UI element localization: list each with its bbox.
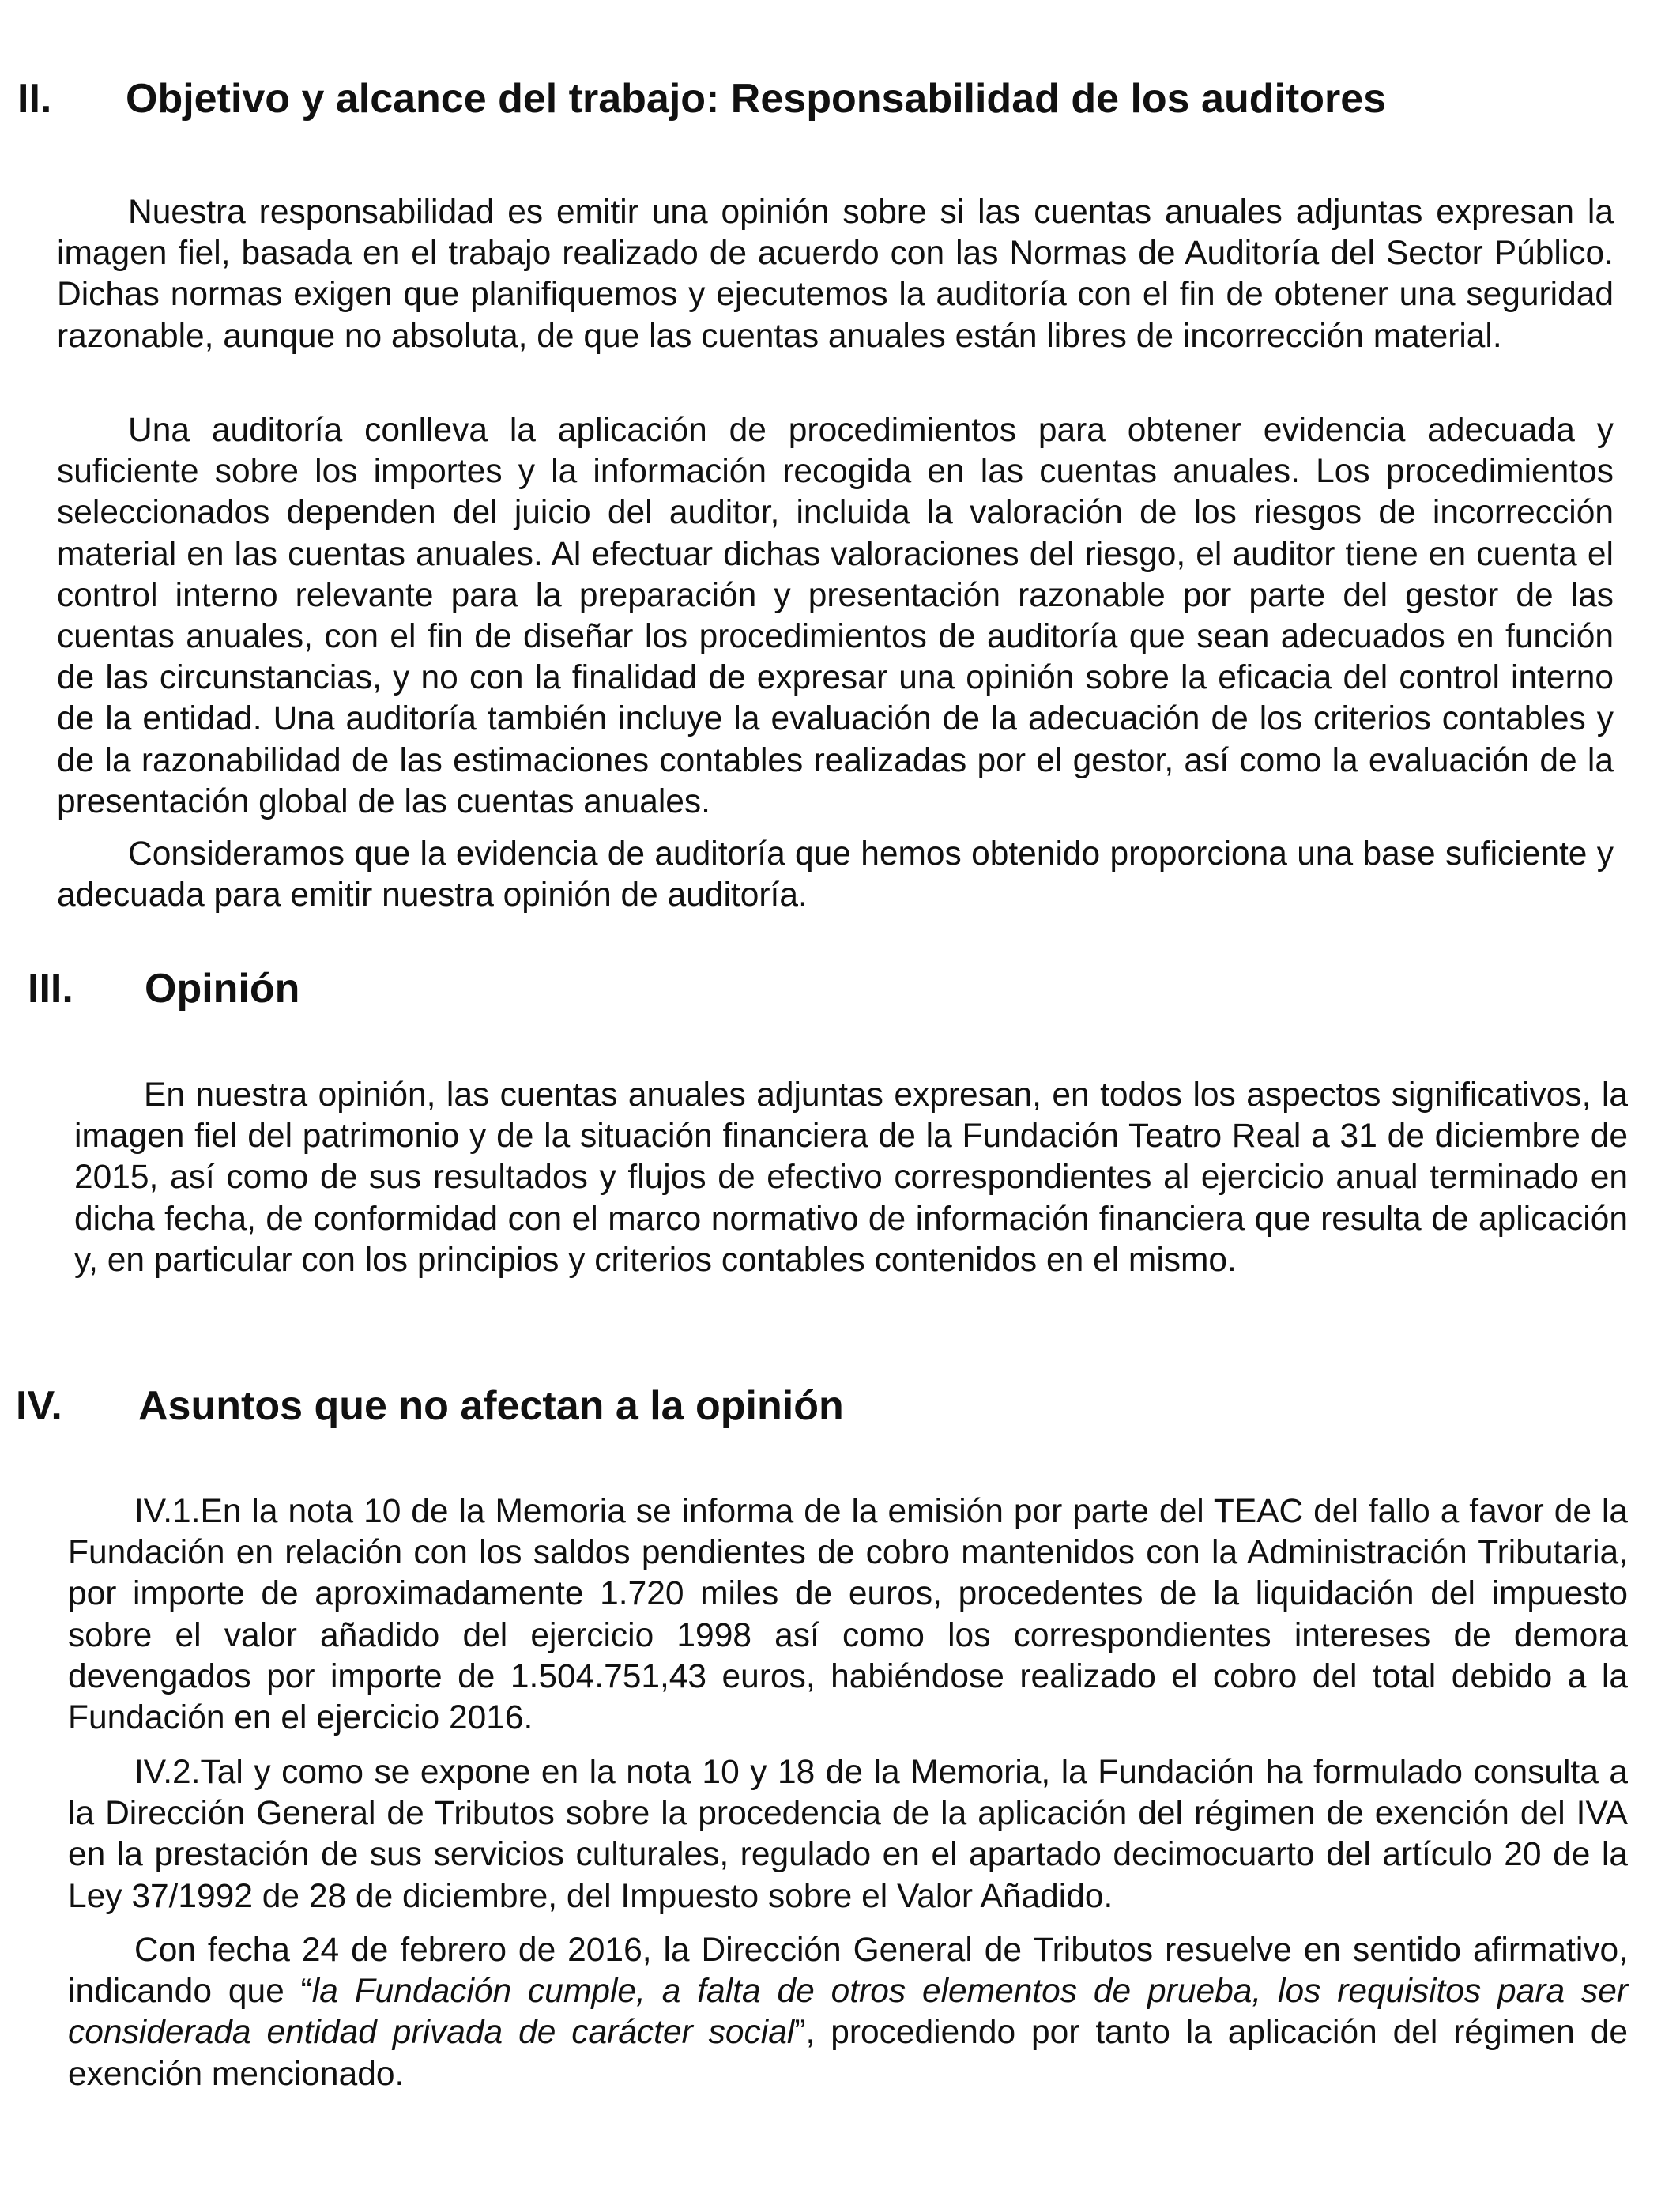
section-iii-title: Opinión [145,966,300,1012]
section-iv-quote: la Fundación cumple, a falta de otros elementos de prueba, los requisitos para ser considerada entidad privada de carácter social [68,1973,1628,2052]
section-ii-paragraph-2: Una auditoría conlleva la aplicación de procedimientos para obtener evidencia adecuada y suficiente sobre los importes y la información recogida en las cuentas anuales. Los procedimientos seleccionados dependen del juicio del auditor, incluida la valoración de los riesgos de incorrección material en las cuentas anuales. Al efectuar dichas valoraciones del riesgo, el auditor tiene en cuenta el control interno relevante para la preparación y presentación razonable por parte del gestor de las cuentas anuales, con el fin de diseñar los procedimientos de auditoría que sean adecuados en función de las circunstancias, y no con la finalidad de expresar una opinión sobre la eficacia del control interno de la entidad. Una auditoría también incluye la evaluación de la adecuación de los criterios contables y de la razonabilidad de las estimaciones contables realizadas por el gestor, así como la evaluación de la presentación global de las cuentas anuales. [57,412,1614,820]
section-ii-number: II. [17,76,52,122]
section-iv-paragraph-1: IV.1.En la nota 10 de la Memoria se informa de la emisión por parte del TEAC del fallo a favor de la Fundación en relación con los saldos pendientes de cobro mantenidos con la Administración Tributaria, por importe de aproximadamente 1.720 miles de euros, procedentes de la liquidación del impuesto sobre el valor añadido del ejercicio 1998 así como los correspondientes intereses de demora devengados por importe de 1.504.751,43 euros, habiéndose realizado el cobro del total debido a la Fundación en el ejercicio 2016. [68,1493,1628,1737]
section-ii-title: Objetivo y alcance del trabajo: Responsabilidad de los auditores [126,76,1387,122]
section-ii-paragraph-3: Consideramos que la evidencia de auditoría que hemos obtenido proporciona una base suficiente y adecuada para emitir nuestra opinión de auditoría. [57,835,1614,914]
section-iv-title: Asuntos que no afectan a la opinión [138,1383,844,1429]
section-iv-paragraph-3-outro: ”, procediendo por tanto la aplicación del régimen de exención mencionado. [68,2014,1628,2093]
section-iv-paragraph-3-intro: Con fecha 24 de febrero de 2016, la Dirección General de Tributos resuelve en sentido afirmativo, indicando que “ [68,1932,1628,2011]
section-iii-number: III. [28,966,73,1012]
section-ii-paragraph-1: Nuestra responsabilidad es emitir una opinión sobre si las cuentas anuales adjuntas expresan la imagen fiel, basada en el trabajo realizado de acuerdo con las Normas de Auditoría del Sector Público. Dichas normas exigen que planifiquemos y ejecutemos la auditoría con el fin de obtener una seguridad razonable, aunque no absoluta, de que las cuentas anuales están libres de incorrección material. [57,194,1614,355]
section-iv-number: IV. [16,1383,62,1429]
section-iii-paragraph-1: En nuestra opinión, las cuentas anuales adjuntas expresan, en todos los aspectos significativos, la imagen fiel del patrimonio y de la situación financiera de la Fundación Teatro Real a 31 de diciembre de 2015, así como de sus resultados y flujos de efectivo correspondientes al ejercicio anual terminado en dicha fecha, de conformidad con el marco normativo de información financiera que resulta de aplicación y, en particular con los principios y criterios contables contenidos en el mismo. [74,1076,1628,1279]
section-iv-paragraph-3 [68,1930,1628,2095]
section-iv-paragraph-2: IV.2.Tal y como se expone en la nota 10 y 18 de la Memoria, la Fundación ha formulado consulta a la Dirección General de Tributos sobre la procedencia de la aplicación del régimen de exención del IVA en la prestación de sus servicios culturales, regulado en el apartado decimocuarto del artículo 20 de la Ley 37/1992 de 28 de diciembre, del Impuesto sobre el Valor Añadido. [68,1754,1628,1915]
